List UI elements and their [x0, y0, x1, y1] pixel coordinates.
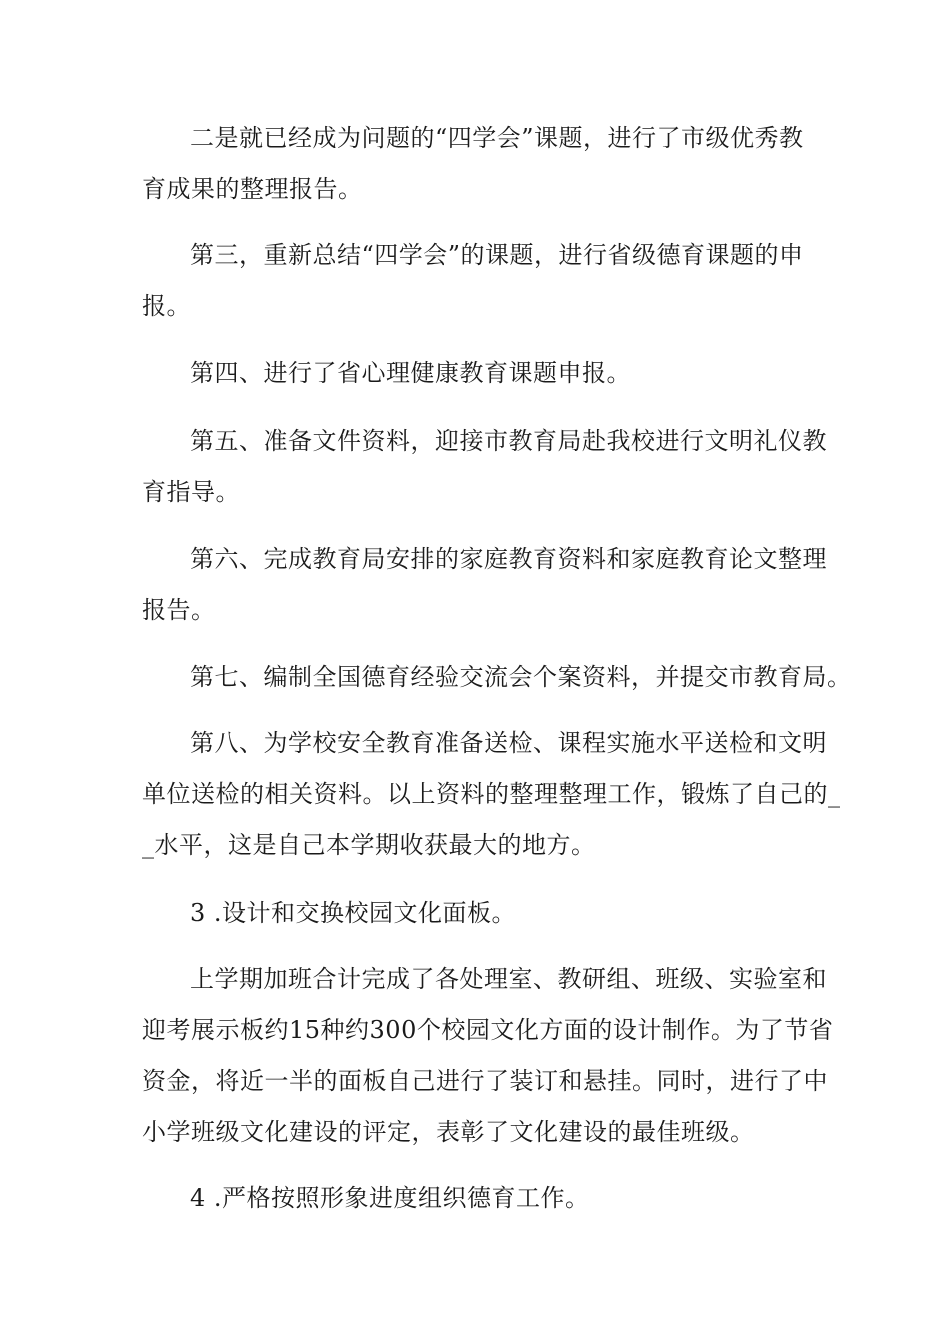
- paragraph-line: 第五、准备文件资料，迎接市教育局赴我校进行文明礼仪教: [190, 427, 827, 455]
- paragraph-line: 第六、完成教育局安排的家庭教育资料和家庭教育论文整理: [190, 545, 827, 573]
- paragraph-line: 迎考展示板约15种约300个校园文化方面的设计制作。为了节省: [142, 1016, 834, 1044]
- paragraph-line: 育指导。: [142, 478, 240, 506]
- paragraph-line: _水平，这是自己本学期收获最大的地方。: [142, 831, 596, 859]
- paragraph-line: 第七、编制全国德育经验交流会个案资料，并提交市教育局。: [190, 663, 852, 691]
- paragraph-line: 报。: [142, 292, 191, 320]
- paragraph-line: 第四、进行了省心理健康教育课题申报。: [190, 359, 631, 387]
- section-heading: 3 .设计和交换校园文化面板。: [190, 899, 517, 927]
- paragraph-line: 资金，将近一半的面板自己进行了装订和悬挂。同时，进行了中: [142, 1067, 828, 1095]
- section-heading: 4 .严格按照形象进度组织德育工作。: [190, 1184, 590, 1212]
- paragraph-line: 二是就已经成为问题的“四学会”课题，进行了市级优秀教: [190, 124, 804, 152]
- paragraph-line: 报告。: [142, 596, 216, 624]
- paragraph-line: 小学班级文化建设的评定，表彰了文化建设的最佳班级。: [142, 1118, 755, 1146]
- paragraph-line: 育成果的整理报告。: [142, 175, 363, 203]
- paragraph-line: 单位送检的相关资料。以上资料的整理整理工作，锻炼了自己的_: [142, 780, 841, 808]
- paragraph-line: 第三，重新总结“四学会”的课题，进行省级德育课题的申: [190, 241, 804, 269]
- paragraph-line: 上学期加班合计完成了各处理室、教研组、班级、实验室和: [190, 965, 827, 993]
- paragraph-line: 第八、为学校安全教育准备送检、课程实施水平送检和文明: [190, 729, 827, 757]
